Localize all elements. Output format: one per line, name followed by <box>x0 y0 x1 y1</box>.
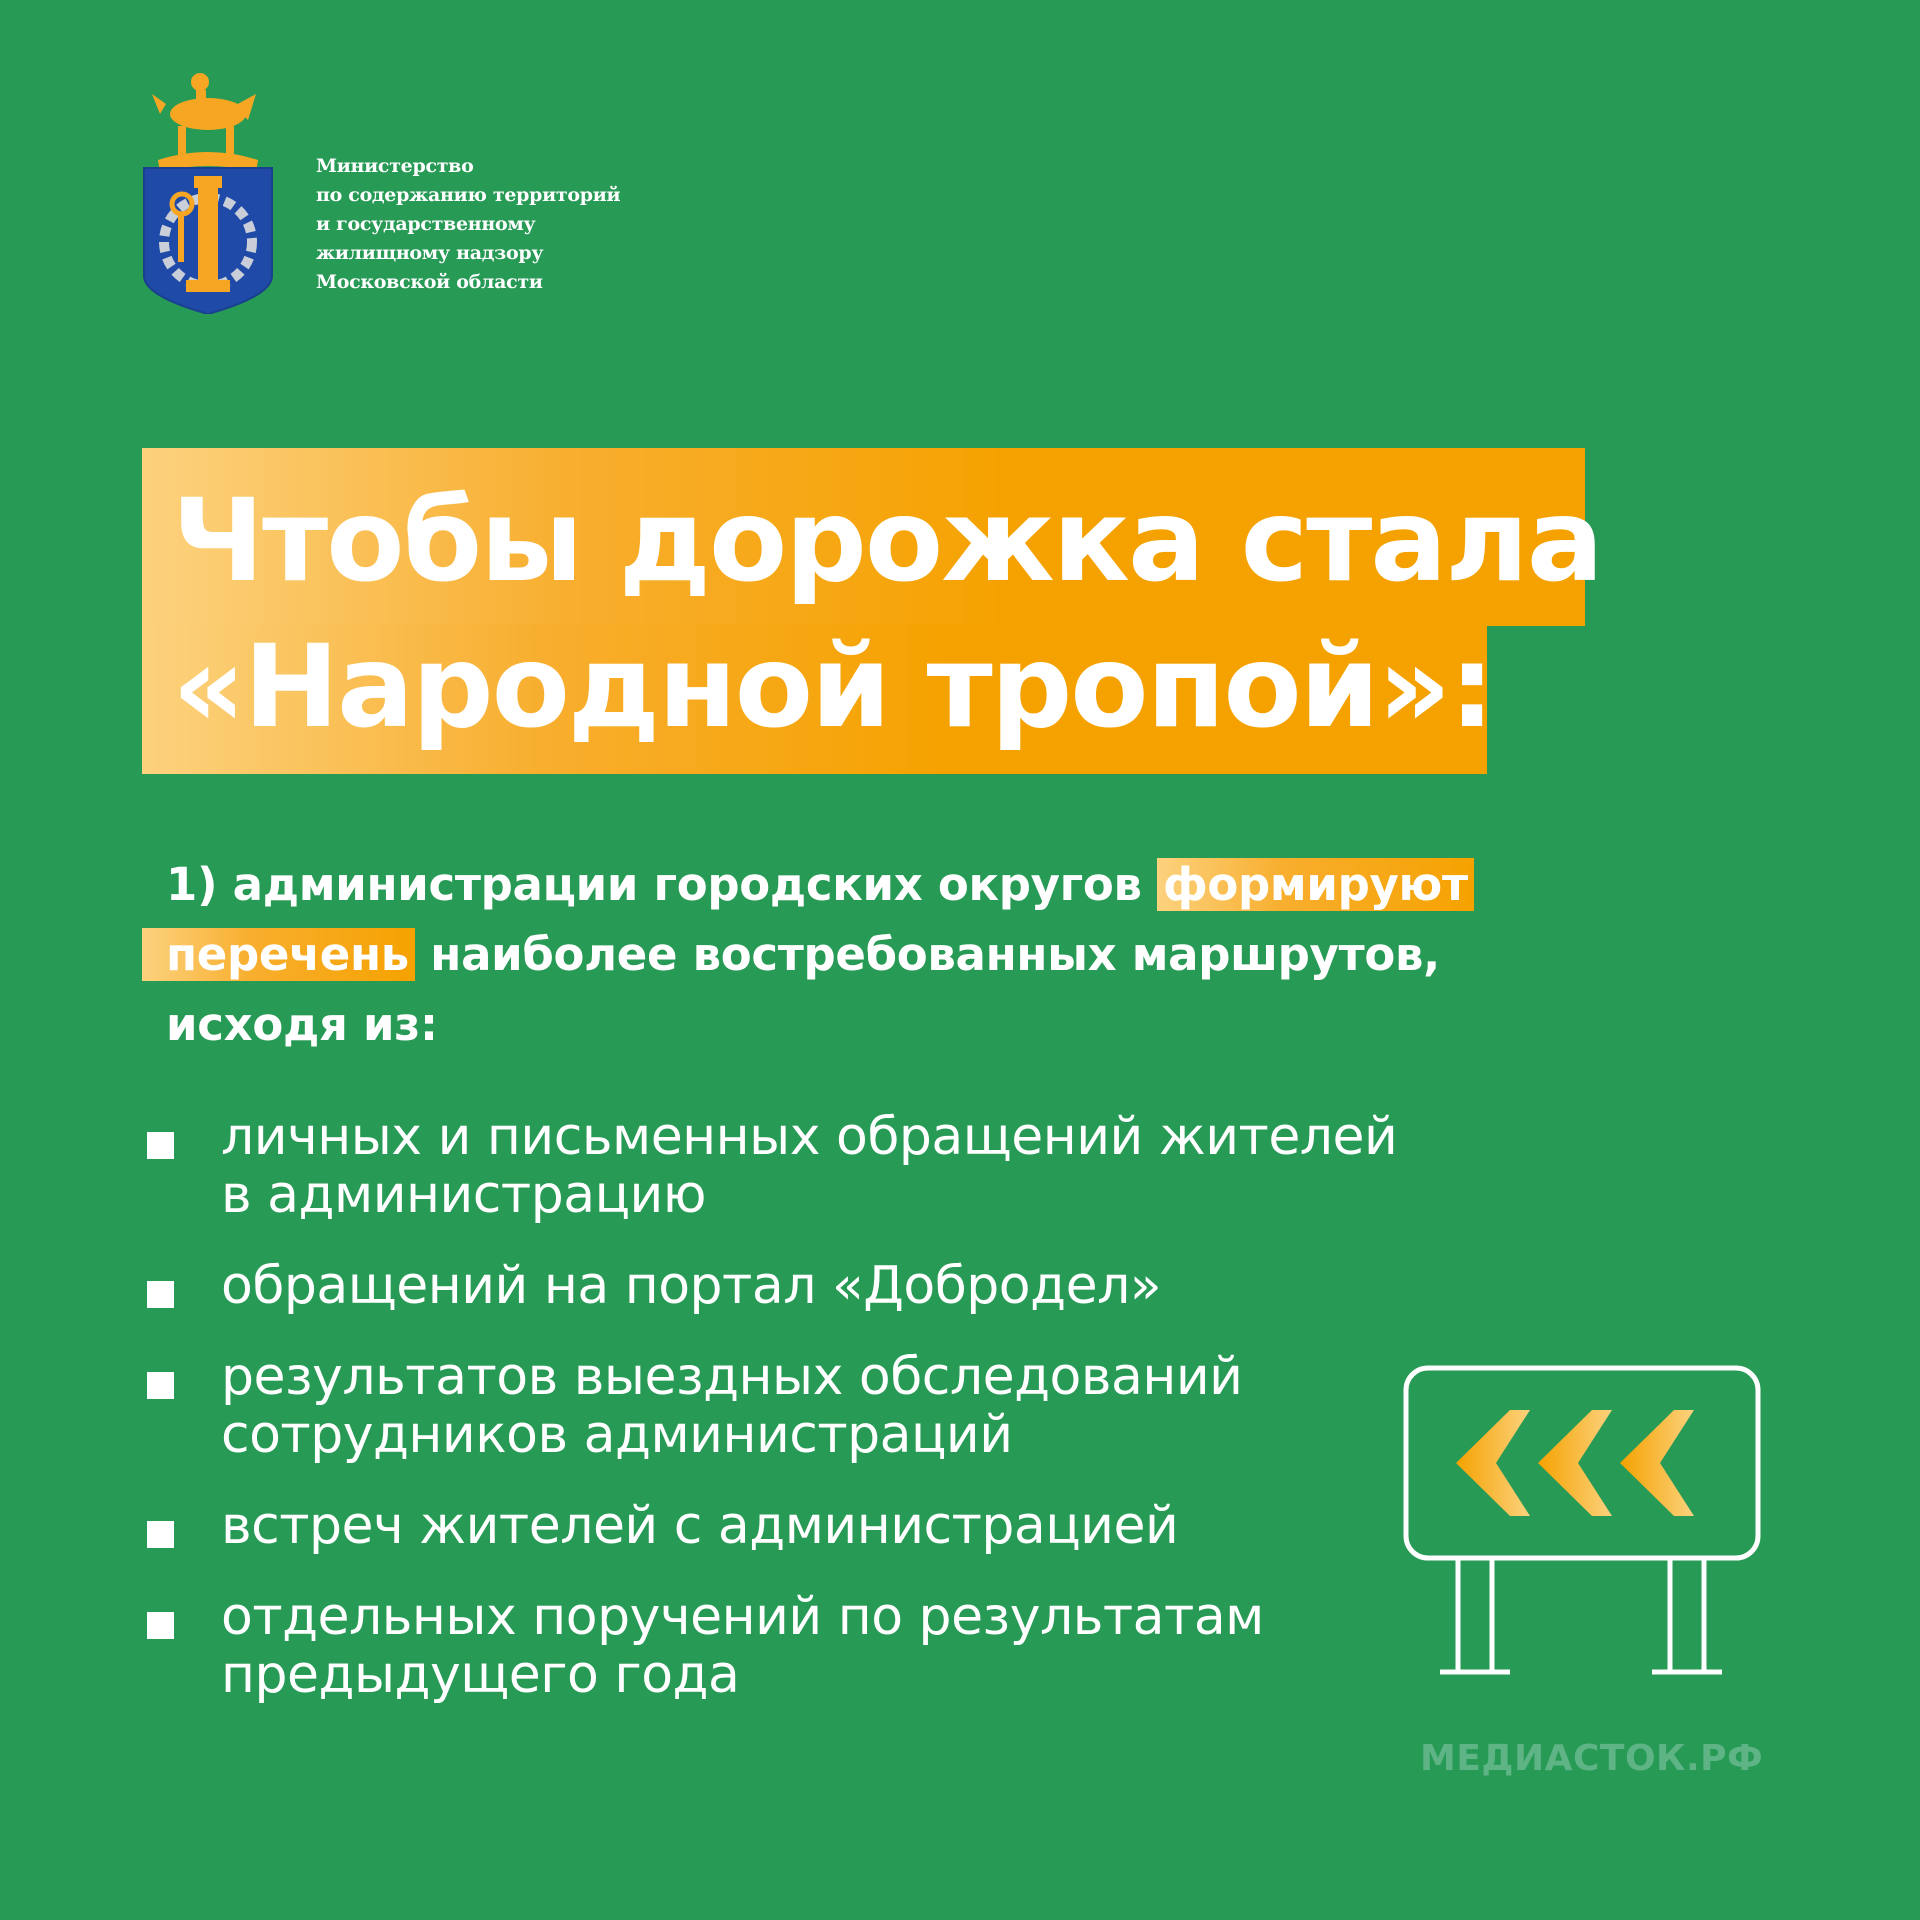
ministry-line: по содержанию территорий <box>316 184 621 206</box>
intro-line-2 <box>166 920 1606 990</box>
square-bullet-icon <box>147 1612 174 1639</box>
sources-list <box>145 1108 1425 1737</box>
intro-line-1 <box>166 850 1606 920</box>
list-item-line: личных и письменных обращений жителей <box>221 1107 1398 1167</box>
square-bullet-icon <box>147 1132 174 1159</box>
ministry-line: и государственному <box>316 213 536 235</box>
intro-text: наиболее востребованных маршрутов, <box>414 928 1440 981</box>
intro-line-3: исходя из: <box>166 998 438 1051</box>
intro-paragraph <box>166 850 1606 1060</box>
square-bullet-icon <box>147 1281 174 1308</box>
ministry-line: жилищному надзору <box>316 242 544 264</box>
watermark: МЕДИАСТОК.РФ <box>1420 1738 1764 1779</box>
intro-text: 1) администрации городских округов <box>166 858 1158 911</box>
page-title <box>172 468 1602 760</box>
ministry-line: Московской области <box>316 271 543 293</box>
list-item-line: сотрудников администраций <box>221 1405 1013 1465</box>
title-line-1: Чтобы дорожка стала <box>172 474 1602 607</box>
square-bullet-icon <box>147 1372 174 1399</box>
list-item-line: предыдущего года <box>221 1645 740 1705</box>
road-turn-sign-icon <box>1400 1362 1770 1682</box>
highlight-formiruyut: формируют <box>1157 858 1474 911</box>
highlight-perechen: перечень <box>142 928 415 981</box>
list-item-line: отдельных поручений по результатам <box>221 1587 1264 1647</box>
list-item <box>145 1497 1425 1555</box>
list-item-line: результатов выездных обследований <box>221 1347 1243 1407</box>
coat-of-arms-icon <box>138 64 278 314</box>
list-item <box>145 1348 1425 1464</box>
square-bullet-icon <box>147 1521 174 1548</box>
list-item-line: в администрацию <box>221 1165 707 1225</box>
ministry-line: Министерство <box>316 155 474 177</box>
list-item-line: встреч жителей с администрацией <box>221 1496 1179 1556</box>
list-item <box>145 1108 1425 1224</box>
list-item <box>145 1588 1425 1704</box>
title-line-2: «Народной тропой»: <box>172 620 1493 753</box>
ministry-name <box>316 152 736 297</box>
list-item <box>145 1257 1425 1315</box>
list-item-line: обращений на портал «Добродел» <box>221 1256 1162 1316</box>
